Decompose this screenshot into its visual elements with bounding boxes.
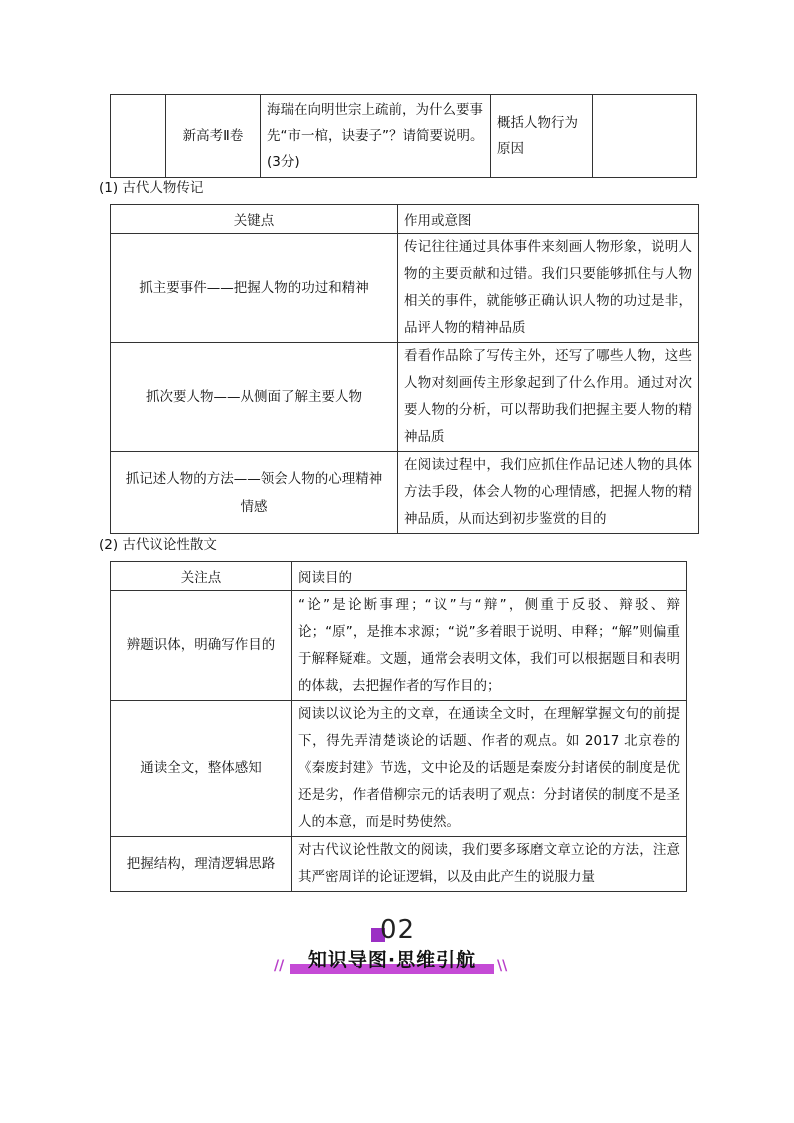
- focus-cell: 概括人物行为原因: [491, 95, 593, 178]
- focus-point-cell: 辨题识体，明确写作目的: [111, 591, 292, 701]
- key-point-cell: 抓次要人物——从侧面了解主要人物: [111, 343, 398, 452]
- table-row: [111, 837, 687, 892]
- table-row: [111, 95, 697, 178]
- table-cell-empty: [593, 95, 697, 178]
- right-slash-decoration: \\: [497, 958, 508, 974]
- reading-purpose-cell: 阅读以议论为主的文章，在通读全文时，在理解掌握文句的前提下，得先弄清楚谈论的话题、作者的观点。如 2017 北京卷的《秦废封建》节选，文中论及的话题是秦废分封诸侯的制度是优还是劣，作者借柳宗元的话表明了观点：分封诸侯的制度不是圣人的本意，而是时势使然。: [292, 701, 687, 837]
- section-banner-title: 知识导图·思维引航: [307, 949, 477, 971]
- section-number-badge: [371, 915, 431, 945]
- table-row: [111, 452, 699, 534]
- reading-purpose-cell: 对古代议论性散文的阅读，我们要多琢磨文章立论的方法，注意其严密周详的论证逻辑，以及由此产生的说服力量: [292, 837, 687, 892]
- column-header: 关键点: [111, 205, 398, 234]
- exam-question-table: [110, 94, 697, 178]
- purpose-cell: 传记往往通过具体事件来刻画人物形象，说明人物的主要贡献和过错。我们只要能够抓住与人物相关的事件，就能够正确认识人物的功过是非，品评人物的精神品质: [398, 234, 699, 343]
- purpose-cell: 看看作品除了写传主外，还写了哪些人物，这些人物对刻画传主形象起到了什么作用。通过对次要人物的分析，可以帮助我们把握主要人物的精神品质: [398, 343, 699, 452]
- table-row: [111, 591, 687, 701]
- table-row: [111, 701, 687, 837]
- purpose-cell: 在阅读过程中，我们应抓住作品记述人物的具体方法手段，体会人物的心理情感，把握人物的精神品质，从而达到初步鉴赏的目的: [398, 452, 699, 534]
- column-header: 关注点: [111, 562, 292, 591]
- column-header: 作用或意图: [398, 205, 699, 234]
- left-slash-decoration: //: [274, 958, 285, 974]
- table-header-row: [111, 205, 699, 234]
- section-number: 02: [380, 915, 416, 945]
- key-point-cell: 抓记述人物的方法——领会人物的心理精神情感: [111, 452, 398, 534]
- exam-name-cell: 新高考Ⅱ卷: [166, 95, 261, 178]
- argumentative-table: [110, 561, 687, 892]
- reading-purpose-cell: “论”是论断事理；“议”与“辩”，侧重于反驳、辩驳、辩论；“原”，是推本求源；“说”多着眼于说明、申释；“解”则偏重于解释疑难。文题，通常会表明文体，我们可以根据题目和表明的体裁，去把握作者的写作目的；: [292, 591, 687, 701]
- focus-point-cell: 把握结构，理清逻辑思路: [111, 837, 292, 892]
- section-title-argumentative: (2) 古代议论性散文: [99, 537, 217, 553]
- section-title-biography: (1) 古代人物传记: [99, 180, 204, 196]
- table-row: [111, 343, 699, 452]
- column-header: 阅读目的: [292, 562, 687, 591]
- focus-point-cell: 通读全文，整体感知: [111, 701, 292, 837]
- table-cell-empty: [111, 95, 166, 178]
- table-row: [111, 234, 699, 343]
- key-point-cell: 抓主要事件——把握人物的功过和精神: [111, 234, 398, 343]
- question-cell: 海瑞在向明世宗上疏前，为什么要事先“市一棺，诀妻子”？请简要说明。(3分): [261, 95, 491, 178]
- biography-table: [110, 204, 699, 534]
- table-header-row: [111, 562, 687, 591]
